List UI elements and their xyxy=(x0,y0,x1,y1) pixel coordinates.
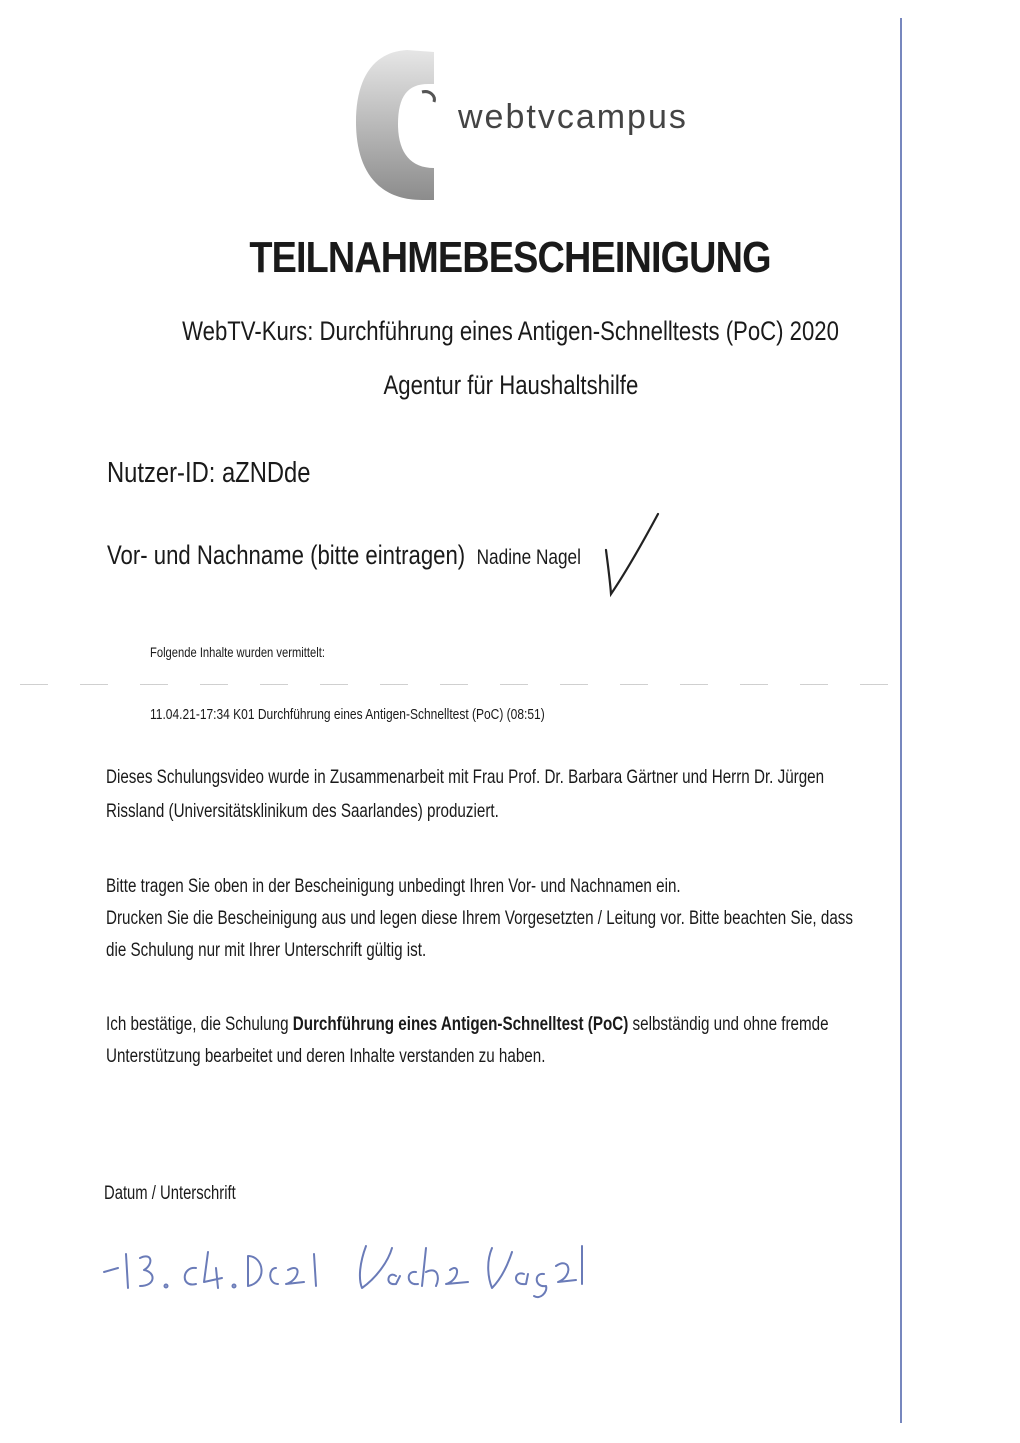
course-name-bold: Durchführung eines Antigen-Schnelltest (PoC) xyxy=(292,1014,629,1035)
logo-c-mark-icon xyxy=(352,40,452,205)
confirmation-line-2: Unterstützung bearbeitet und deren Inhalte verstanden zu haben. xyxy=(106,1046,546,1067)
logo-text: webtvcampus xyxy=(458,98,688,136)
paragraph-2-line-1: Bitte tragen Sie oben in der Bescheinigung unbedingt Ihren Vor- und Nachnamen ein. xyxy=(106,876,681,897)
webtvcampus-logo xyxy=(352,40,712,210)
paragraph-2-line-2: Drucken Sie die Bescheinigung aus und legen diese Ihrem Vorgesetzten / Leitung vor. Bitte beachten Sie, dass xyxy=(106,908,853,929)
user-id: Nutzer-ID: aZNDde xyxy=(107,457,311,489)
confirmation-text-end: selbständig und ohne fremde xyxy=(628,1014,829,1035)
confirmation-text: Ich bestätige, die Schulung xyxy=(106,1014,293,1035)
name-label: Vor- und Nachname (bitte eintragen) xyxy=(107,540,466,570)
confirmation-line-1 xyxy=(106,1012,829,1038)
paragraph-1-line-1: Dieses Schulungsvideo wurde in Zusammenarbeit mit Frau Prof. Dr. Barbara Gärtner und Herrn Dr. Jürgen xyxy=(106,767,825,788)
name-value: Nadine Nagel xyxy=(476,546,581,569)
agency-name: Agentur für Haushaltshilfe xyxy=(383,370,639,400)
paragraph-1-line-2: Rissland (Universitätsklinikum des Saarlandes) produziert. xyxy=(106,801,499,822)
signature-label: Datum / Unterschrift xyxy=(104,1183,236,1204)
name-row xyxy=(107,540,581,571)
contents-heading: Folgende Inhalte wurden vermittelt: xyxy=(150,644,325,660)
handwritten-signature xyxy=(100,1232,590,1302)
scan-artifact-line xyxy=(20,684,900,685)
checkmark-icon xyxy=(598,510,664,600)
paragraph-2-line-3: die Schulung nur mit Ihrer Unterschrift gültig ist. xyxy=(106,940,427,961)
margin-rule xyxy=(900,18,902,1423)
page-title: TEILNAHMEBESCHEINIGUNG xyxy=(249,233,771,282)
course-subtitle: WebTV-Kurs: Durchführung eines Antigen-Schnelltests (PoC) 2020 xyxy=(182,316,839,346)
contents-entry: 11.04.21-17:34 K01 Durchführung eines Antigen-Schnelltest (PoC) (08:51) xyxy=(150,706,545,723)
